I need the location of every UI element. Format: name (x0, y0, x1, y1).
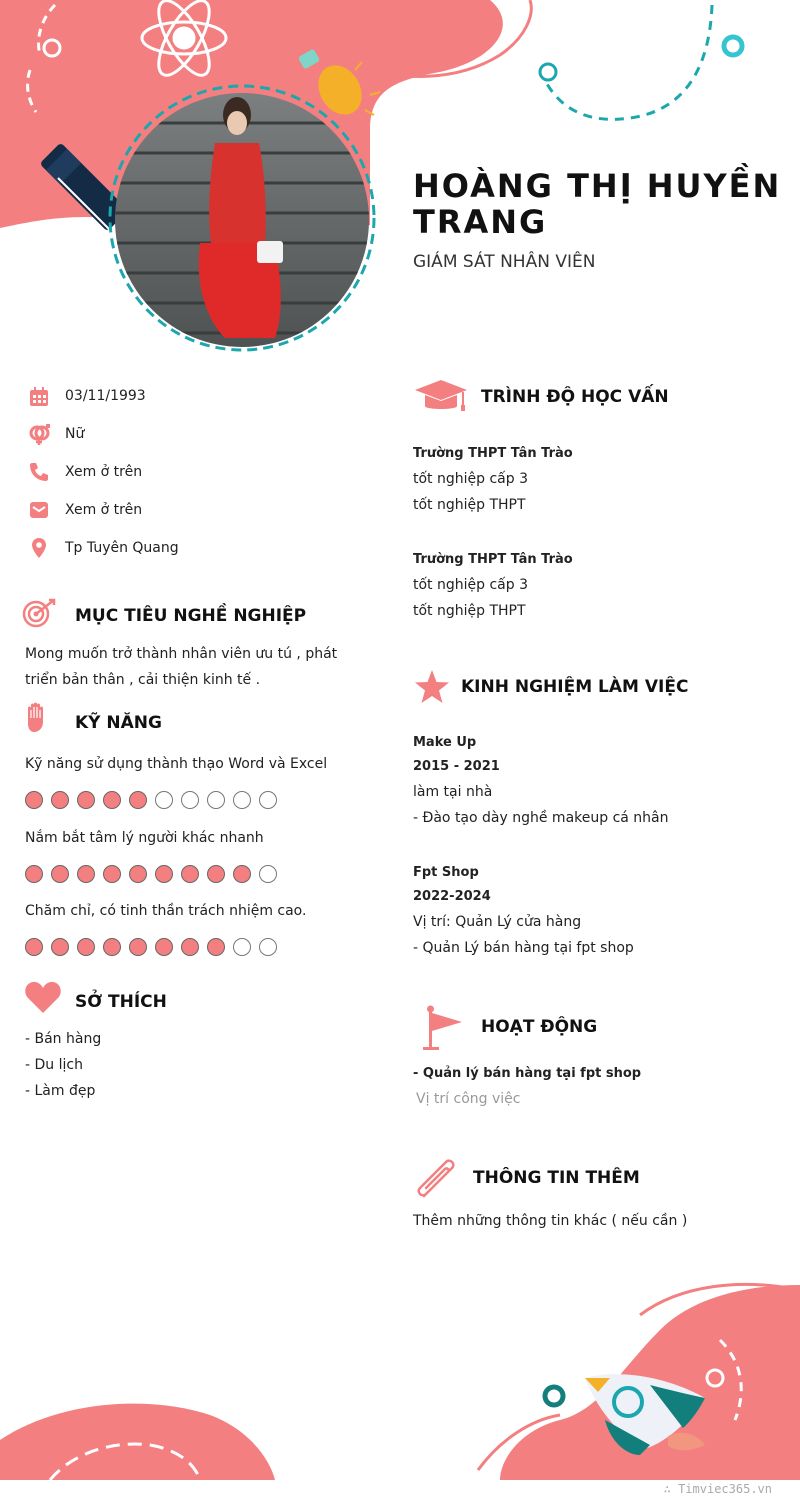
heart-icon (24, 980, 62, 1014)
education-detail: tốt nghiệp cấp 3 (413, 577, 528, 593)
gender-icon (28, 424, 50, 446)
rating-dot-filled (207, 865, 225, 883)
profile-photo (115, 93, 369, 347)
education-school: Trường THPT Tân Trào (413, 552, 573, 567)
extra-title: THÔNG TIN THÊM (473, 1168, 640, 1188)
activity-name: - Quản lý bán hàng tại fpt shop (413, 1066, 642, 1081)
rating-dot-filled (25, 938, 43, 956)
email-icon (28, 499, 50, 521)
rating-dot-empty (181, 791, 199, 809)
education-detail: tốt nghiệp THPT (413, 603, 526, 619)
extra-text: Thêm những thông tin khác ( nếu cần ) (413, 1213, 688, 1229)
rating-dot-filled (103, 865, 121, 883)
hobby-item: - Du lịch (25, 1057, 83, 1073)
calendar-icon (28, 386, 50, 408)
hobbies-title: SỞ THÍCH (75, 992, 167, 1012)
experience-detail: - Quản Lý bán hàng tại fpt shop (413, 940, 634, 956)
rating-dot-filled (77, 865, 95, 883)
experience-period: 2015 - 2021 (413, 759, 500, 774)
skill-name: Chăm chỉ, có tinh thần trách nhiệm cao. (25, 903, 307, 919)
rating-dot-empty (259, 791, 277, 809)
rating-dot-filled (207, 938, 225, 956)
objective-line-2: triển bản thân , cải thiện kinh tế . (25, 672, 261, 688)
objective-line-1: Mong muốn trở thành nhân viên ưu tú , phát (25, 646, 338, 662)
rating-dot-filled (155, 865, 173, 883)
rating-dot-filled (181, 938, 199, 956)
contact-phone: Xem ở trên (65, 464, 143, 480)
rating-dot-filled (51, 865, 69, 883)
education-school: Trường THPT Tân Trào (413, 446, 573, 461)
contact-birthdate: 03/11/1993 (65, 388, 146, 404)
skill-name: Nắm bắt tâm lý người khác nhanh (25, 830, 264, 846)
education-title: TRÌNH ĐỘ HỌC VẤN (481, 387, 669, 407)
activities-title: HOẠT ĐỘNG (481, 1017, 598, 1037)
experience-title: KINH NGHIỆM LÀM VIỆC (461, 677, 689, 697)
hobby-item: - Bán hàng (25, 1031, 102, 1047)
rating-dot-empty (259, 938, 277, 956)
hobby-item: - Làm đẹp (25, 1083, 96, 1099)
contact-email: Xem ở trên (65, 502, 143, 518)
activity-role: Vị trí công việc (416, 1091, 521, 1107)
contact-gender: Nữ (65, 426, 85, 442)
objective-title: MỤC TIÊU NGHỀ NGHIỆP (75, 606, 307, 626)
education-detail: tốt nghiệp THPT (413, 497, 526, 513)
paperclip-icon (414, 1156, 460, 1200)
watermark: ∴ Timviec365.vn (663, 1482, 772, 1496)
rating-dot-empty (233, 938, 251, 956)
phone-icon (28, 461, 50, 483)
rating-dot-filled (155, 938, 173, 956)
rating-dot-empty (233, 791, 251, 809)
contact-address: Tp Tuyên Quang (65, 540, 179, 556)
education-detail: tốt nghiệp cấp 3 (413, 471, 528, 487)
rating-dot-filled (25, 791, 43, 809)
rating-dot-filled (77, 938, 95, 956)
graduation-cap-icon (413, 380, 469, 414)
rating-dot-filled (181, 865, 199, 883)
rating-dot-filled (103, 938, 121, 956)
rating-dot-filled (233, 865, 251, 883)
rating-dot-filled (129, 865, 147, 883)
hand-icon (24, 702, 48, 734)
skills-title: KỸ NĂNG (75, 713, 162, 733)
rating-dot-filled (51, 791, 69, 809)
skill-rating (25, 938, 277, 956)
skill-rating (25, 865, 277, 883)
rating-dot-empty (155, 791, 173, 809)
job-position: GIÁM SÁT NHÂN VIÊN (413, 252, 596, 272)
flag-icon (420, 1005, 464, 1051)
rating-dot-filled (103, 791, 121, 809)
star-icon (414, 670, 450, 704)
experience-company: Make Up (413, 735, 477, 750)
location-pin-icon (28, 537, 50, 559)
rating-dot-empty (259, 865, 277, 883)
experience-period: 2022-2024 (413, 889, 491, 904)
rating-dot-empty (207, 791, 225, 809)
rating-dot-filled (51, 938, 69, 956)
skill-name: Kỹ năng sử dụng thành thạo Word và Excel (25, 756, 328, 772)
candidate-name: HOÀNG THỊ HUYỀN TRANG (413, 167, 782, 241)
target-icon (22, 598, 58, 628)
experience-detail: - Đào tạo dày nghề makeup cá nhân (413, 810, 669, 826)
rating-dot-filled (25, 865, 43, 883)
experience-detail: làm tại nhà (413, 784, 493, 800)
rating-dot-filled (129, 938, 147, 956)
experience-detail: Vị trí: Quản Lý cửa hàng (413, 914, 582, 930)
rating-dot-filled (129, 791, 147, 809)
experience-company: Fpt Shop (413, 865, 479, 880)
rating-dot-filled (77, 791, 95, 809)
skill-rating (25, 791, 277, 809)
